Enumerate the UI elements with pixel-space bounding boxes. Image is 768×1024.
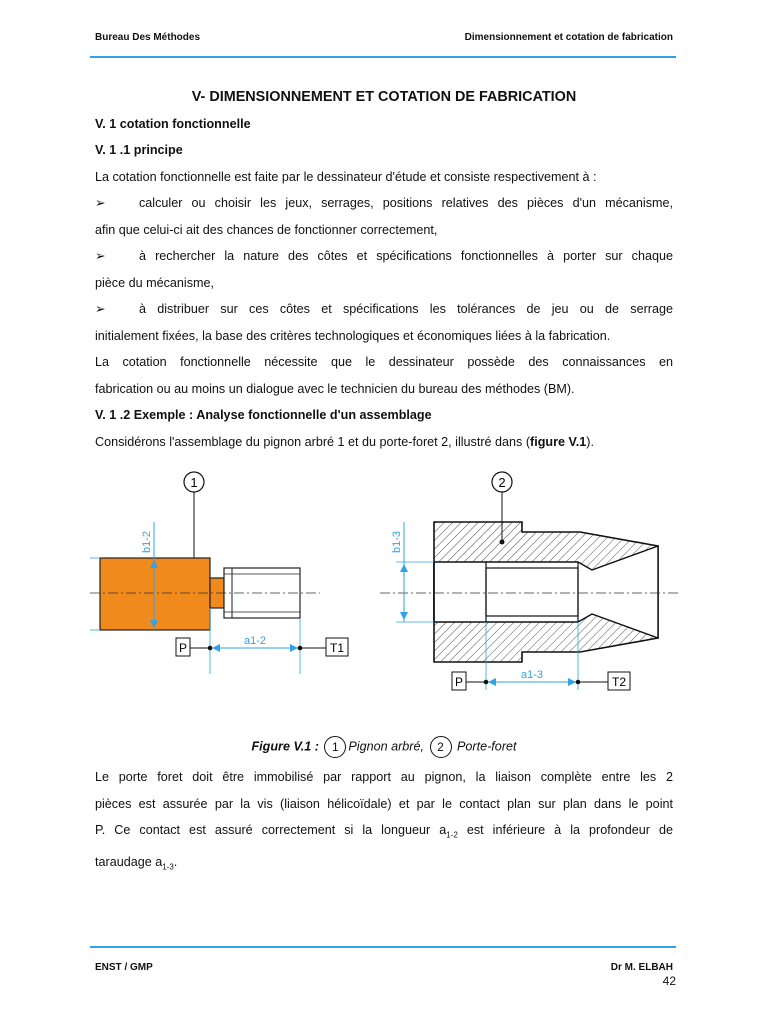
bullet-arrow-icon: ➢: [95, 249, 106, 263]
footer-right: Dr M. ELBAH: [610, 962, 673, 973]
part-number-label: 2: [498, 475, 506, 490]
ref-box-p: P: [454, 675, 464, 689]
bullet-item: ➢ calculer ou choisir les jeux, serrages, positions relatives des pièces d'un mécanisme,: [95, 190, 673, 217]
ref-box-t2: T2: [611, 675, 627, 689]
bullet-arrow-icon: ➢: [95, 196, 106, 210]
page-number: 42: [662, 974, 676, 988]
page-title: V- DIMENSIONNEMENT ET COTATION DE FABRICATION: [191, 89, 577, 105]
body-text: [95, 84, 673, 455]
bullet-item: ➢ à rechercher la nature des côtes et spécifications fonctionnelles à porter sur chaque: [95, 243, 673, 270]
ref-box-t1: T1: [329, 641, 345, 655]
dim-label-b13: b1-3: [391, 530, 403, 554]
paragraph-line: fabrication ou au moins un dialogue avec le technicien du bureau des méthodes (BM).: [95, 381, 575, 396]
part-number-label: 1: [190, 475, 198, 490]
paragraph-line: taraudage $a_{1-3}$.: [95, 855, 178, 872]
caption-number-1: 1: [324, 736, 346, 758]
bullet-continuation: pièce du mécanisme,: [95, 275, 215, 290]
footer-rule: [90, 946, 676, 948]
pinion-shaft: [100, 558, 210, 630]
header-left: Bureau Des Méthodes: [95, 32, 201, 43]
intro-text: La cotation fonctionnelle est faite par le dessinateur d'étude et consiste respectivement à :: [95, 169, 597, 184]
figure-caption: [0, 736, 768, 758]
section-heading: V. 1 cotation fonctionnelle: [95, 116, 251, 131]
dim-label-b12: b1-2: [141, 530, 153, 554]
paragraph-line: P. Ce contact est assuré correctement si la longueur $a_{1-2}$ est inférieure à la profondeur de: [95, 823, 673, 840]
footer-left: ENST / GMP: [95, 962, 153, 973]
caption-label: Figure V.1 :: [251, 739, 319, 754]
subsection-heading: V. 1 .2 Exemple : Analyse fonctionnelle d'un assemblage: [95, 408, 432, 422]
consider-text: Considérons l'assemblage du pignon arbré 1 et du porte-foret 2, illustré dans (figure V.1).: [95, 434, 594, 449]
subsection-heading: V. 1 .1 principe: [95, 143, 183, 157]
bullet-arrow-icon: ➢: [95, 302, 106, 316]
conclusion-paragraph: [95, 764, 673, 881]
header-right: Dimensionnement et cotation de fabrication: [464, 32, 673, 43]
bullet-continuation: initialement fixées, la base des critères technologiques et économiques liées à la fabrication.: [95, 328, 611, 343]
caption-text-2: Porte-foret: [457, 739, 517, 754]
paragraph-line: pièces est assurée par la vis (liaison hélicoïdale) et par le contact plan sur plan dans le point: [95, 796, 673, 811]
ref-box-p: P: [178, 641, 188, 655]
caption-number-2: 2: [430, 736, 452, 758]
paragraph-line: La cotation fonctionnelle nécessite que le dessinateur possède des connaissances en: [95, 355, 673, 369]
caption-text-1: Pignon arbré,: [348, 739, 425, 754]
header-rule: [90, 56, 676, 58]
bullet-continuation: afin que celui-ci ait des chances de fonctionner correctement,: [95, 222, 438, 237]
paragraph-line: Le porte foret doit être immobilisé par rapport au pignon, la liaison complète entre les 2: [95, 770, 673, 784]
dim-label-a12: a1-2: [243, 635, 267, 647]
bullet-item: ➢ à distribuer sur ces côtes et spécifications les tolérances de jeu ou de serrage: [95, 296, 673, 323]
page-header: [95, 32, 673, 46]
figure-reference: figure V.1: [530, 434, 587, 449]
drawing-porte-foret: [380, 472, 680, 690]
dim-label-a13: a1-3: [520, 669, 544, 681]
drawing-pignon-arbre: [90, 472, 348, 674]
figure-v1: [80, 462, 700, 697]
